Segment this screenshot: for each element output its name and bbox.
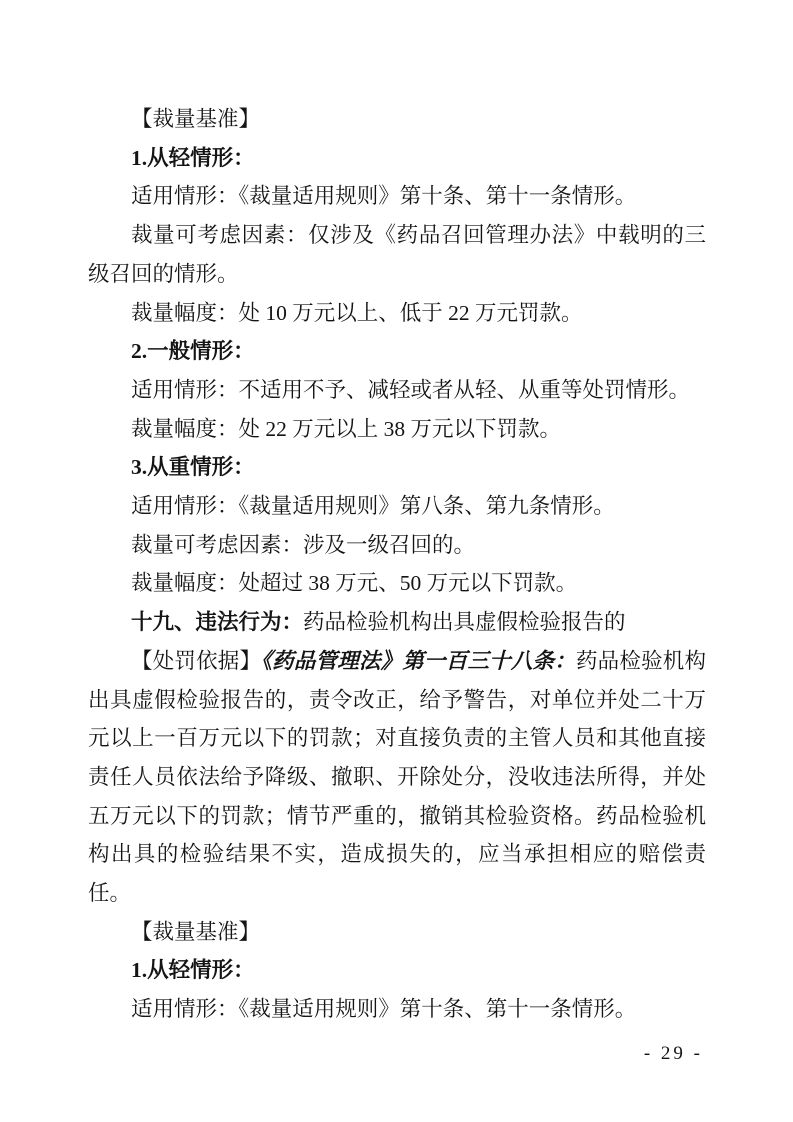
paragraph	[88, 487, 706, 526]
paragraph	[88, 294, 706, 333]
paragraph	[88, 100, 706, 139]
text-run-bold: 2.一般情形：	[131, 339, 255, 364]
paragraph	[88, 564, 706, 603]
text-run-bold: 1.从轻情形：	[131, 145, 255, 170]
text-run-normal: 裁量幅度：处 10 万元以上、低于 22 万元罚款。	[131, 300, 583, 325]
text-run-normal: 【裁量基准】	[131, 919, 261, 944]
text-run-normal: 裁量可考虑因素：涉及一级召回的。	[131, 532, 476, 557]
text-run-normal: 适用情形：《裁量适用规则》第八条、第九条情形。	[131, 494, 615, 519]
text-run-normal: 药品检验机构出具虚假检验报告的，责令改正，给予警告，对单位并处二十万元以上一百万元以下的罚款；对直接负责的主管人员和其他直接责任人员依法给予降级、撤职、开除处分，没收违法所得，并处五万元以下的罚款；情节严重的，撤销其检验资格。药品检验机构出具的检验结果不实，造成损失的，应当承担相应的赔偿责任。	[88, 648, 706, 906]
text-run-normal: 适用情形：不适用不予、减轻或者从轻、从重等处罚情形。	[131, 377, 691, 402]
text-run-normal: 裁量幅度：处 22 万元以上 38 万元以下罚款。	[131, 416, 562, 441]
document-body	[88, 100, 706, 1029]
paragraph	[88, 139, 706, 178]
paragraph	[88, 332, 706, 371]
paragraph	[88, 642, 706, 913]
paragraph	[88, 371, 706, 410]
paragraph	[88, 990, 706, 1029]
paragraph	[88, 177, 706, 216]
paragraph	[88, 216, 706, 293]
paragraph	[88, 410, 706, 449]
paragraph	[88, 951, 706, 990]
paragraph	[88, 448, 706, 487]
text-run-bold-italic: 《药品管理法》第一百三十八条：	[261, 648, 576, 673]
text-run-normal: 【裁量基准】	[131, 107, 261, 131]
text-run-bold: 3.从重情形：	[131, 455, 255, 480]
text-run-bold: 十九、违法行为：	[131, 610, 304, 635]
text-run-bold: 1.从轻情形：	[131, 958, 255, 983]
text-run-normal: 药品检验机构出具虚假检验报告的	[303, 610, 626, 635]
text-run-normal: 适用情形：《裁量适用规则》第十条、第十一条情形。	[131, 184, 637, 209]
text-run-normal: 裁量幅度：处超过 38 万元、50 万元以下罚款。	[131, 571, 578, 596]
paragraph	[88, 913, 706, 952]
text-run-normal: 裁量可考虑因素：仅涉及《药品召回管理办法》中载明的三级召回的情形。	[88, 223, 706, 286]
page-number: - 29 -	[643, 1043, 703, 1064]
paragraph	[88, 603, 706, 642]
paragraph	[88, 526, 706, 565]
text-run-normal: 适用情形：《裁量适用规则》第十条、第十一条情形。	[131, 997, 637, 1022]
text-run-normal: 【处罚依据】	[131, 648, 262, 673]
